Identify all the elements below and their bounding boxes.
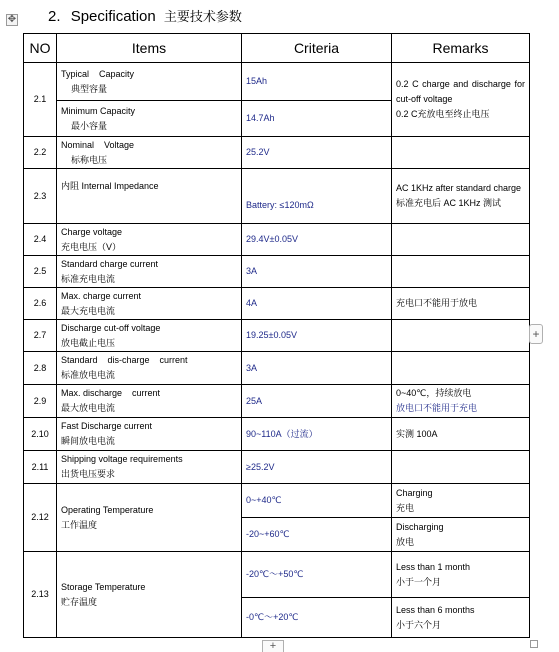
remarks-cell: [392, 137, 530, 169]
remark-text-cn: 小于一个月: [396, 576, 442, 587]
item-label: Max. discharge current: [61, 388, 161, 398]
criteria-cell: 25.2V: [242, 137, 392, 169]
item-label: Standard charge current: [61, 258, 159, 269]
item-cell: [57, 137, 242, 169]
criteria-cell: -20~+60℃: [242, 518, 392, 552]
item-cell: [57, 484, 242, 552]
remarks-cell: 充电口不能用于放电: [392, 288, 530, 320]
remarks-cell: [392, 552, 530, 598]
criteria-cell: 3A: [242, 256, 392, 288]
item-label: Max. charge current: [61, 290, 142, 301]
remark-text: 0~40℃，持续放电: [396, 388, 472, 398]
item-label-cn: 放电截止电压: [61, 337, 116, 348]
item-label: Charge voltage: [61, 226, 123, 237]
row-number: 2.1: [24, 63, 57, 137]
criteria-cell: 0~+40℃: [242, 484, 392, 518]
item-label-cn: 出货电压要求: [61, 469, 116, 479]
item-label: Storage Temperature: [61, 581, 146, 592]
remark-text: AC 1KHz after standard charge: [396, 183, 522, 193]
remarks-cell: [392, 169, 530, 224]
item-cell: [57, 451, 242, 484]
remarks-cell: [392, 518, 530, 552]
remarks-cell: [392, 451, 530, 484]
criteria-cell: -0℃～+20℃: [242, 598, 392, 638]
criteria-cell: 19.25±0.05V: [242, 320, 392, 352]
criteria-cell: 14.7Ah: [242, 101, 392, 137]
item-label: Standard dis-charge current: [61, 355, 188, 365]
row-number: 2.11: [24, 451, 57, 484]
row-number: 2.2: [24, 137, 57, 169]
remarks-cell: [392, 320, 530, 352]
table-header-row: [24, 34, 530, 63]
item-label-cn: 最小容量: [71, 120, 108, 131]
row-number: 2.6: [24, 288, 57, 320]
item-cell: [57, 352, 242, 385]
row-number: 2.4: [24, 224, 57, 256]
row-number: 2.5: [24, 256, 57, 288]
remarks-cell: 实测 100A: [392, 418, 530, 451]
remarks-cell: [392, 598, 530, 638]
criteria-cell: 3A: [242, 352, 392, 385]
table-row: [24, 418, 530, 451]
item-cell: [57, 552, 242, 638]
remarks-cell: [392, 224, 530, 256]
row-number: 2.7: [24, 320, 57, 352]
item-cell: [57, 418, 242, 451]
header-criteria: Criteria: [242, 34, 392, 63]
remark-text: Less than 1 month: [396, 561, 471, 572]
criteria-cell: 4A: [242, 288, 392, 320]
table-row: [24, 288, 530, 320]
item-label-cn: 最大充电电流: [61, 305, 116, 316]
criteria-cell: 90~110A（过流）: [242, 418, 392, 451]
remark-text: Charging: [396, 487, 433, 498]
item-cell: [57, 63, 242, 101]
item-cell: [57, 101, 242, 137]
remark-text-cn: 0.2 C充放电至终止电压: [396, 109, 490, 119]
criteria-cell: -20℃～+50℃: [242, 552, 392, 598]
remark-text: Discharging: [396, 521, 444, 532]
item-cell: [57, 288, 242, 320]
item-label: Operating Temperature: [61, 504, 154, 515]
table-move-handle-icon[interactable]: ✥: [7, 14, 17, 25]
remark-text: 0.2 C charge and discharge for cut-off voltage: [396, 79, 525, 104]
remarks-cell: [392, 352, 530, 385]
table-row: [24, 552, 530, 598]
item-label-cn: 工作温度: [61, 519, 98, 530]
remarks-cell: [392, 63, 530, 137]
table-resize-handle-icon[interactable]: [530, 640, 538, 648]
remark-text-cn: 小于六个月: [396, 619, 442, 630]
header-no: NO: [24, 34, 57, 63]
item-cell: [57, 256, 242, 288]
item-label-cn: 标准充电电流: [61, 273, 116, 284]
item-cell: [57, 224, 242, 256]
remark-text-cn: 标准充电后 AC 1KHz 测试: [396, 198, 502, 208]
item-cell: [57, 320, 242, 352]
add-column-button[interactable]: +: [529, 324, 543, 344]
item-label: Typical Capacity: [61, 68, 135, 79]
item-label: Discharge cut-off voltage: [61, 322, 161, 333]
table-row: [24, 169, 530, 224]
item-label-cn: 标准放电电流: [61, 370, 116, 380]
row-number: 2.10: [24, 418, 57, 451]
remark-text-cn: 充电: [396, 502, 415, 513]
table-row: [24, 385, 530, 418]
remark-text-cn: 放电口不能用于充电: [396, 403, 478, 413]
table-row: [24, 484, 530, 518]
row-number: 2.9: [24, 385, 57, 418]
item-label-cn: 最大放电电流: [61, 403, 116, 413]
section-number: 2.: [48, 8, 61, 25]
row-number: 2.13: [24, 552, 57, 638]
item-label-cn: 标称电压: [71, 154, 108, 165]
table-row: [24, 256, 530, 288]
item-cell: 内阻 Internal Impedance: [57, 169, 242, 224]
item-label: Shipping voltage requirements: [61, 454, 183, 464]
item-label: Nominal Voltage: [61, 139, 135, 150]
specification-table: [23, 33, 530, 638]
criteria-cell: 25A: [242, 385, 392, 418]
criteria-cell: ≥25.2V: [242, 451, 392, 484]
item-label: Fast Discharge current: [61, 421, 153, 431]
row-number: 2.3: [24, 169, 57, 224]
item-label-cn: 充电电压（V）: [61, 241, 122, 252]
remarks-cell: [392, 256, 530, 288]
add-row-button[interactable]: +: [262, 640, 284, 652]
table-row: [24, 451, 530, 484]
header-remarks: Remarks: [392, 34, 530, 63]
item-label-cn: 贮存温度: [61, 596, 98, 607]
table-row: [24, 224, 530, 256]
header-items: Items: [57, 34, 242, 63]
remark-text-cn: 放电: [396, 536, 415, 547]
row-number: 2.12: [24, 484, 57, 552]
table-row: [24, 352, 530, 385]
item-label-cn: 典型容量: [71, 83, 108, 94]
criteria-cell: Battery: ≤120mΩ: [242, 169, 392, 224]
remarks-cell: [392, 385, 530, 418]
table-row: [24, 63, 530, 101]
section-title-cn: 主要技术参数: [163, 9, 242, 24]
remarks-cell: [392, 484, 530, 518]
item-label: Minimum Capacity: [61, 105, 136, 116]
criteria-cell: 15Ah: [242, 63, 392, 101]
section-heading: [48, 6, 242, 25]
section-title: Specification: [70, 8, 156, 25]
item-label-cn: 瞬间放电电流: [61, 436, 116, 446]
table-row: [24, 137, 530, 169]
remark-text: Less than 6 months: [396, 604, 475, 615]
table-row: [24, 320, 530, 352]
item-cell: [57, 385, 242, 418]
criteria-cell: 29.4V±0.05V: [242, 224, 392, 256]
row-number: 2.8: [24, 352, 57, 385]
